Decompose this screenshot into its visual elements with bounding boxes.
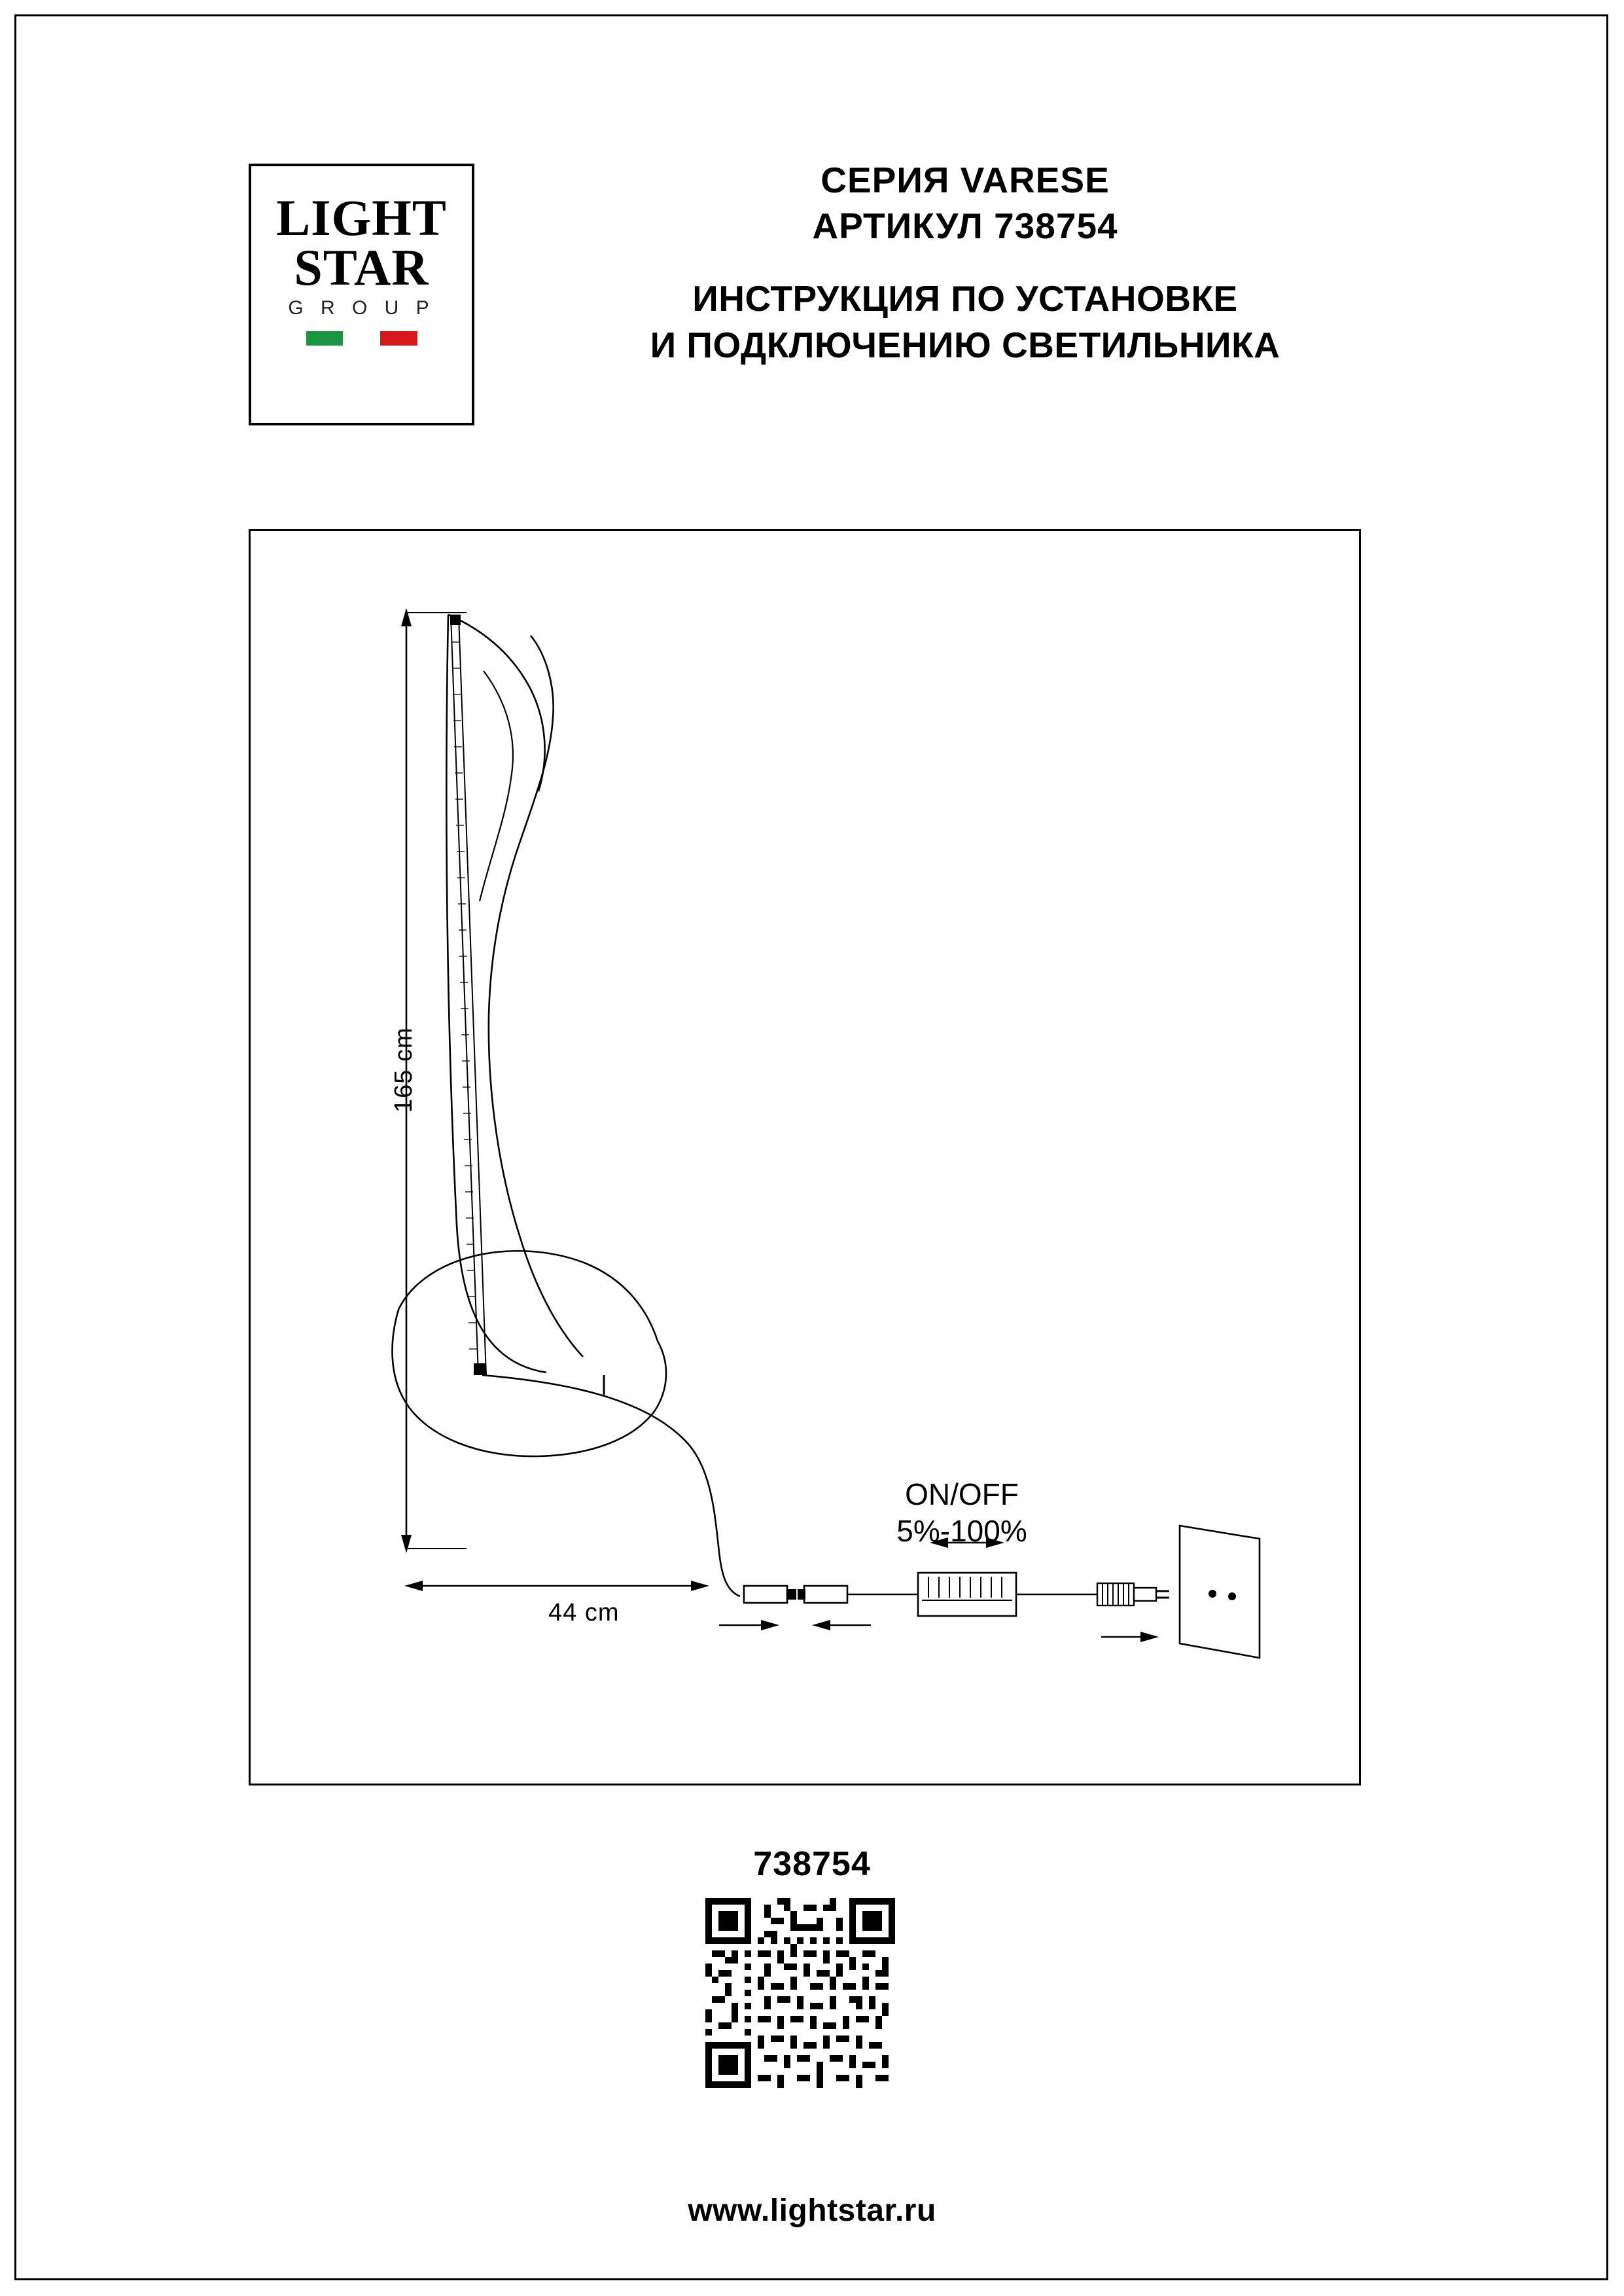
series-line: СЕРИЯ VARESE — [821, 160, 1110, 200]
diagram-drawing — [251, 531, 1359, 1784]
qr-code — [705, 1898, 895, 2088]
onoff-dimmer-labels — [844, 1476, 1080, 1549]
dim-range-label: 5%-100% — [896, 1514, 1027, 1549]
italy-flag-icon — [306, 331, 417, 346]
instruction-title-line-2: И ПОДКЛЮЧЕНИЮ СВЕТИЛЬНИКА — [650, 325, 1280, 366]
width-dimension-label: 44 cm — [548, 1599, 620, 1626]
height-dimension-label: 165 cm — [390, 1027, 417, 1113]
logo-line-light: LIGHT — [276, 189, 447, 246]
installation-diagram — [249, 529, 1361, 1785]
footer-article-code: 738754 — [753, 1845, 871, 1883]
header-text-block — [530, 157, 1400, 369]
brand-logo — [249, 164, 474, 425]
logo-line-star: STAR — [294, 239, 429, 296]
instruction-title-line-1: ИНСТРУКЦИЯ ПО УСТАНОВКЕ — [692, 278, 1238, 319]
article-line: АРТИКУЛ 738754 — [812, 206, 1118, 247]
logo-line-group: G R O U P — [288, 297, 435, 319]
document-header — [249, 157, 1400, 432]
website-url: www.lightstar.ru — [688, 2193, 936, 2228]
onoff-label: ON/OFF — [905, 1477, 1019, 1511]
